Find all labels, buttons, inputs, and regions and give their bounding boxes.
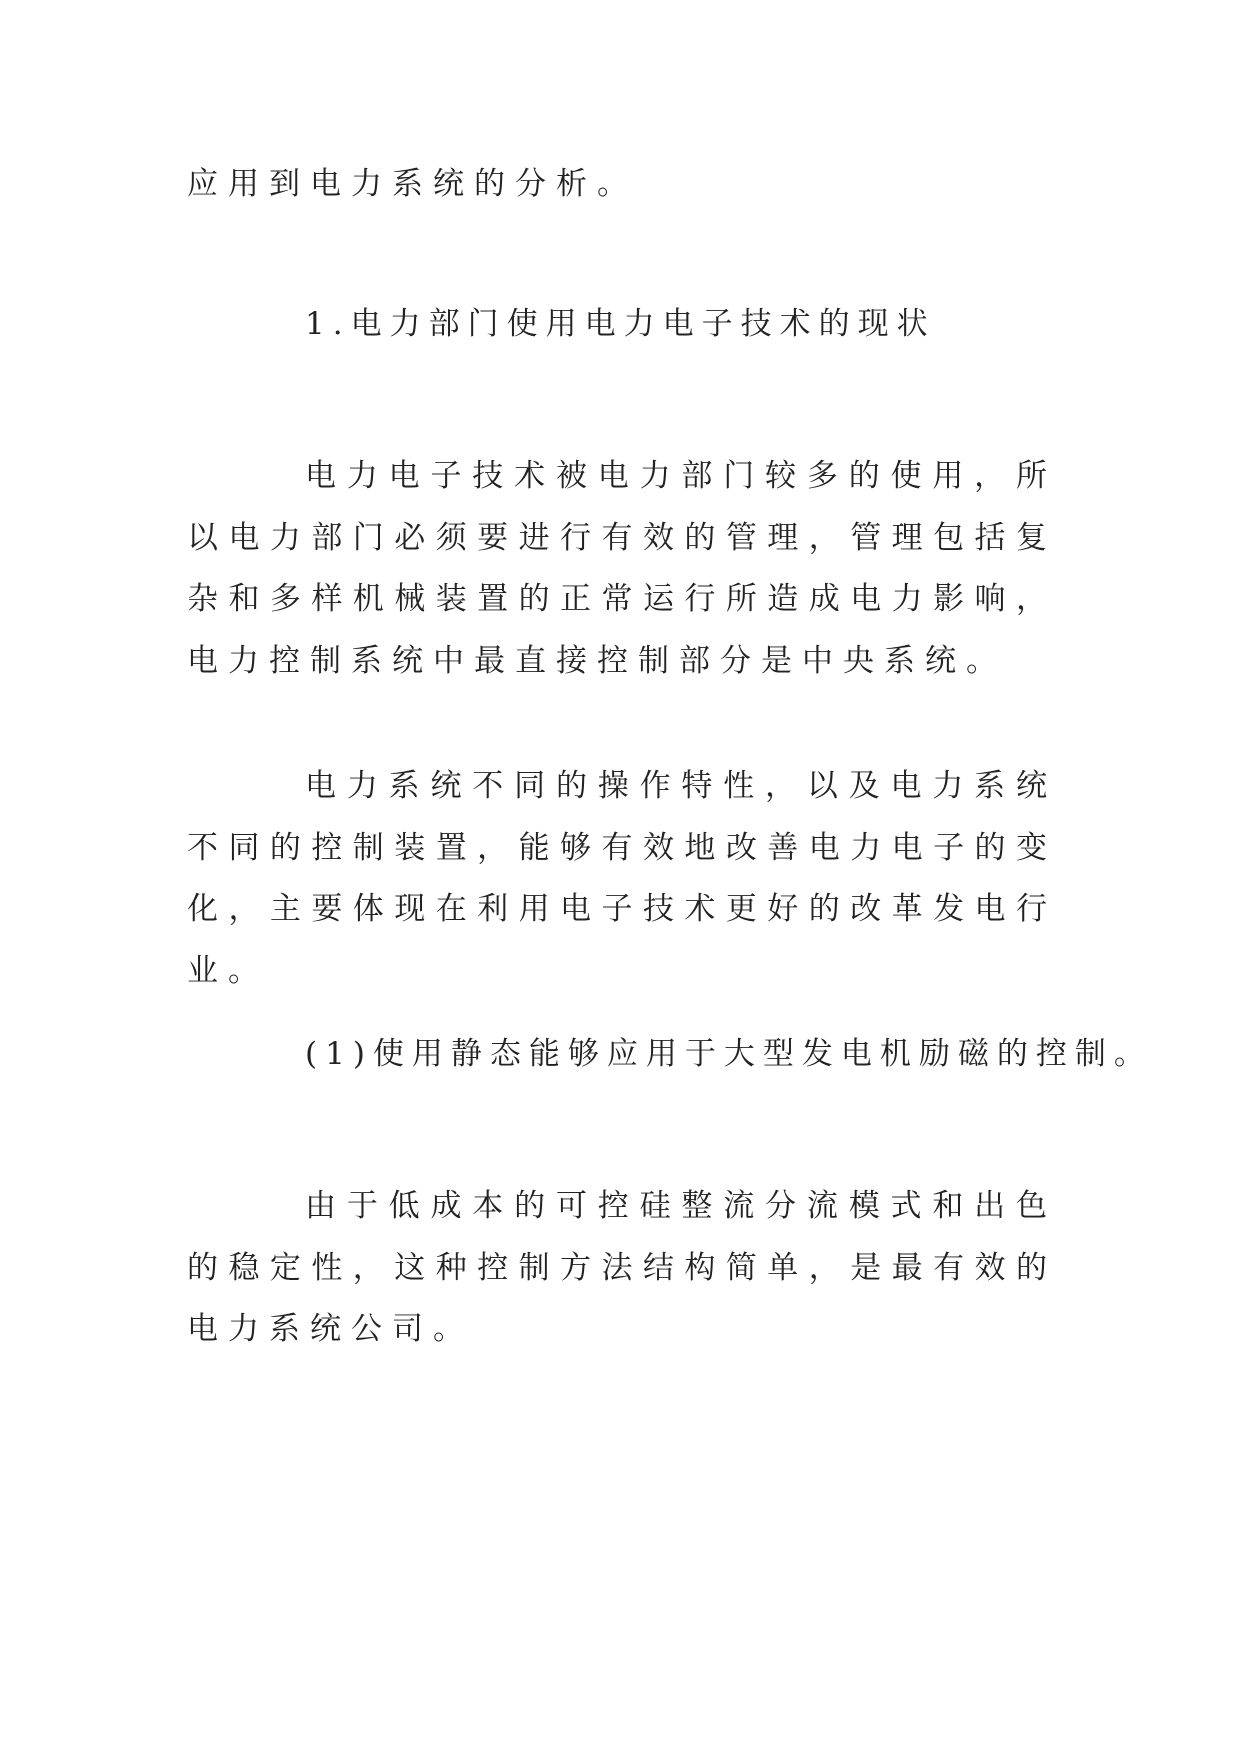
paragraph-continuation: 应用到电力系统的分析。 <box>187 166 638 202</box>
paragraph-3: 由于低成本的可控硅整流分流模式和出色的稳定性，这种控制方法结构简单，是最有效的电力系统公司。 <box>187 1188 1057 1348</box>
subsection-heading-1: (1)使用静态能够应用于大型发电机励磁的控制。 <box>305 1036 1153 1072</box>
paragraph-1: 电力电子技术被电力部门较多的使用，所以电力部门必须要进行有效的管理，管理包括复杂和多样机械装置的正常运行所造成电力影响，电力控制系统中最直接控制部分是中央系统。 <box>187 458 1057 679</box>
section-heading-1: 1.电力部门使用电力电子技术的现状 <box>305 306 936 342</box>
paragraph-2: 电力系统不同的操作特性，以及电力系统不同的控制装置，能够有效地改善电力电子的变化，主要体现在利用电子技术更好的改革发电行业。 <box>187 768 1057 989</box>
